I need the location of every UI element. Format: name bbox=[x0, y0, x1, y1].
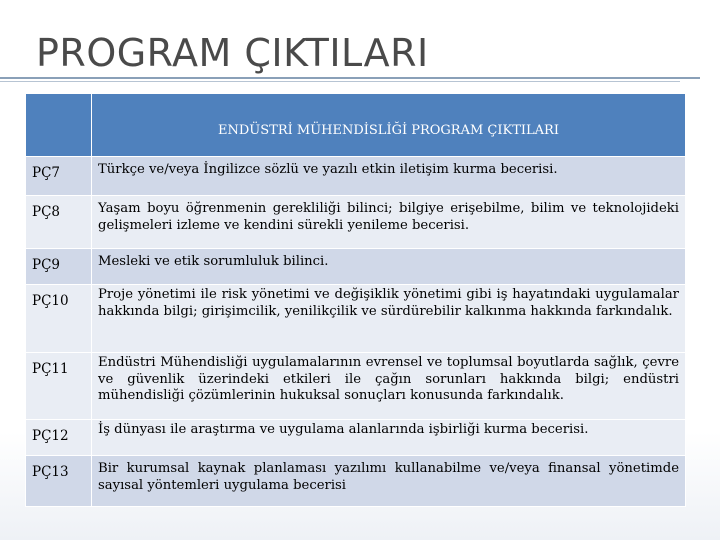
outcome-code: PÇ12 bbox=[26, 420, 92, 456]
table-row bbox=[26, 353, 686, 420]
table-row bbox=[26, 157, 686, 196]
outcome-code: PÇ9 bbox=[26, 249, 92, 285]
title-underline bbox=[0, 76, 720, 84]
outcome-code: PÇ10 bbox=[26, 285, 92, 353]
outcome-description: Proje yönetimi ile risk yönetimi ve değişiklik yönetimi gibi iş hayatındaki uygulamalar hakkında bilgi; girişimcilik, yenilikçilik ve sürdürebilir kalkınma hakkında farkındalık. bbox=[92, 285, 686, 353]
table-row bbox=[26, 249, 686, 285]
outcome-description: Bir kurumsal kaynak planlaması yazılımı kullanabilme ve/veya finansal yönetimde sayısal yöntemleri uygulama becerisi bbox=[92, 456, 686, 507]
title-underline-secondary bbox=[0, 81, 680, 82]
header-empty-cell bbox=[26, 94, 92, 157]
table-row bbox=[26, 420, 686, 456]
outcome-description: İş dünyası ile araştırma ve uygulama alanlarında işbirliği kurma becerisi. bbox=[92, 420, 686, 456]
table-header-row bbox=[26, 94, 686, 157]
outcome-code: PÇ11 bbox=[26, 353, 92, 420]
outcome-code: PÇ8 bbox=[26, 196, 92, 249]
table-row bbox=[26, 285, 686, 353]
program-outcomes-table bbox=[25, 93, 686, 507]
outcome-description: Mesleki ve etik sorumluluk bilinci. bbox=[92, 249, 686, 285]
outcome-description: Türkçe ve/veya İngilizce sözlü ve yazılı etkin iletişim kurma becerisi. bbox=[92, 157, 686, 196]
outcome-code: PÇ7 bbox=[26, 157, 92, 196]
table-row bbox=[26, 196, 686, 249]
slide-title: PROGRAM ÇIKTILARI bbox=[36, 31, 429, 75]
outcome-code: PÇ13 bbox=[26, 456, 92, 507]
table-row bbox=[26, 456, 686, 507]
header-cell bbox=[92, 94, 686, 157]
title-underline-primary bbox=[0, 77, 700, 79]
outcomes-table-container bbox=[25, 93, 685, 507]
outcome-description: Yaşam boyu öğrenmenin gerekliliği bilinci; bilgiye erişebilme, bilim ve teknolojideki gelişmeleri izleme ve kendini sürekli yenileme becerisi. bbox=[92, 196, 686, 249]
table-header-title: ENDÜSTRİ MÜHENDİSLİĞİ PROGRAM ÇIKTILARI bbox=[218, 122, 559, 138]
outcome-description: Endüstri Mühendisliği uygulamalarının evrensel ve toplumsal boyutlarda sağlık, çevre ve güvenlik üzerindeki etkileri ile çağın sorunları hakkında bilgi; endüstri mühendisliği çözümlerinin hukuksal sonuçları konusunda farkındalık. bbox=[92, 353, 686, 420]
